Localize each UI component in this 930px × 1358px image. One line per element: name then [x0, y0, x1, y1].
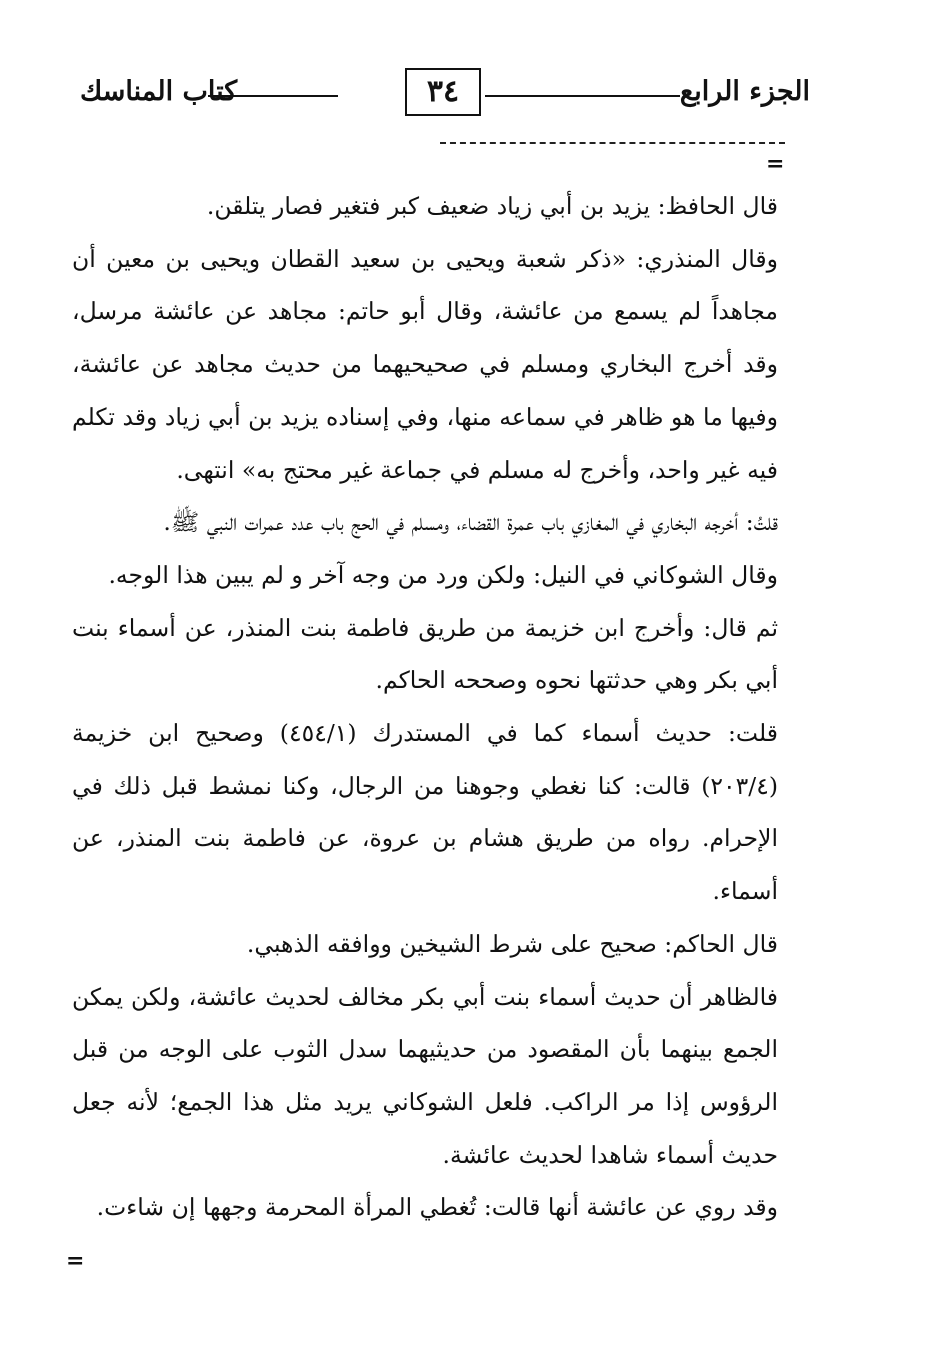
paragraph: قلت: حديث أسماء كما في المستدرك (٤٥٤/١) وصحيح ابن خزيمة (٢٠٣/٤) قالت: كنا نغطي وجوهنا من الرجال، وكنا نمشط قبل ذلك في الإحرام. رواه من طريق هشام بن عروة، عن فاطمة بنت المنذر، عن أسماء. [72, 719, 778, 906]
paragraph: وقال الشوكاني في النيل: ولكن ورد من وجه آخر و لم يبين هذا الوجه. [108, 560, 778, 589]
volume-title: الجزء الرابع [679, 76, 810, 107]
chapter-title: كتاب المناسك [80, 76, 238, 107]
footnote-separator [440, 142, 785, 144]
body-text [72, 180, 778, 1234]
continuation-mark-bottom: = [66, 1248, 85, 1274]
running-header [70, 68, 810, 124]
paragraph: قلتُ: أخرجه البخاري في المغازي باب عمرة القضاء، ومسلم في الحج باب عدد عمرات النبي ﷺ. [163, 508, 778, 537]
page-number-box: ٣٤ [405, 68, 481, 116]
continuation-mark-top: = [766, 151, 785, 177]
header-rule-right [485, 95, 680, 97]
paragraph: وقال المنذري: «ذكر شعبة ويحيى بن سعيد القطان ويحيى بن معين أن مجاهداً لم يسمع من عائشة، وقال أبو حاتم: مجاهد عن عائشة مرسل، وقد أخرج البخاري ومسلم في صحيحيهما من حديث مجاهد عن عائشة، وفيها ما هو ظاهر في سماعه منها، وفي إسناده يزيد بن أبي زياد وقد تكلم فيه غير واحد، وأخرج له مسلم في جماعة غير محتج به» انتهى. [72, 244, 778, 484]
paragraph: ثم قال: وأخرج ابن خزيمة من طريق فاطمة بنت المنذر، عن أسماء بنت أبي بكر وهي حدثتها نحوه وصححه الحاكم. [72, 613, 778, 695]
paragraph: وقد روي عن عائشة أنها قالت: تُغطي المرأة المحرمة وجهها إن شاءت. [96, 1193, 778, 1222]
paragraph: قال الحاكم: صحيح على شرط الشيخين ووافقه الذهبي. [246, 929, 778, 958]
paragraph: قال الحافظ: يزيد بن أبي زياد ضعيف كبر فتغير فصار يتلقن. [206, 192, 778, 220]
paragraph: فالظاهر أن حديث أسماء بنت أبي بكر مخالف لحديث عائشة، ولكن يمكن الجمع بينهما بأن المقصود من حديثيهما سدل الثوب على الوجه من قبل الرؤوس إذا مر الراكب. فلعل الشوكاني يريد مثل هذا الجمع؛ لأنه جعل حديث أسماء شاهدا لحديث عائشة. [72, 982, 778, 1169]
